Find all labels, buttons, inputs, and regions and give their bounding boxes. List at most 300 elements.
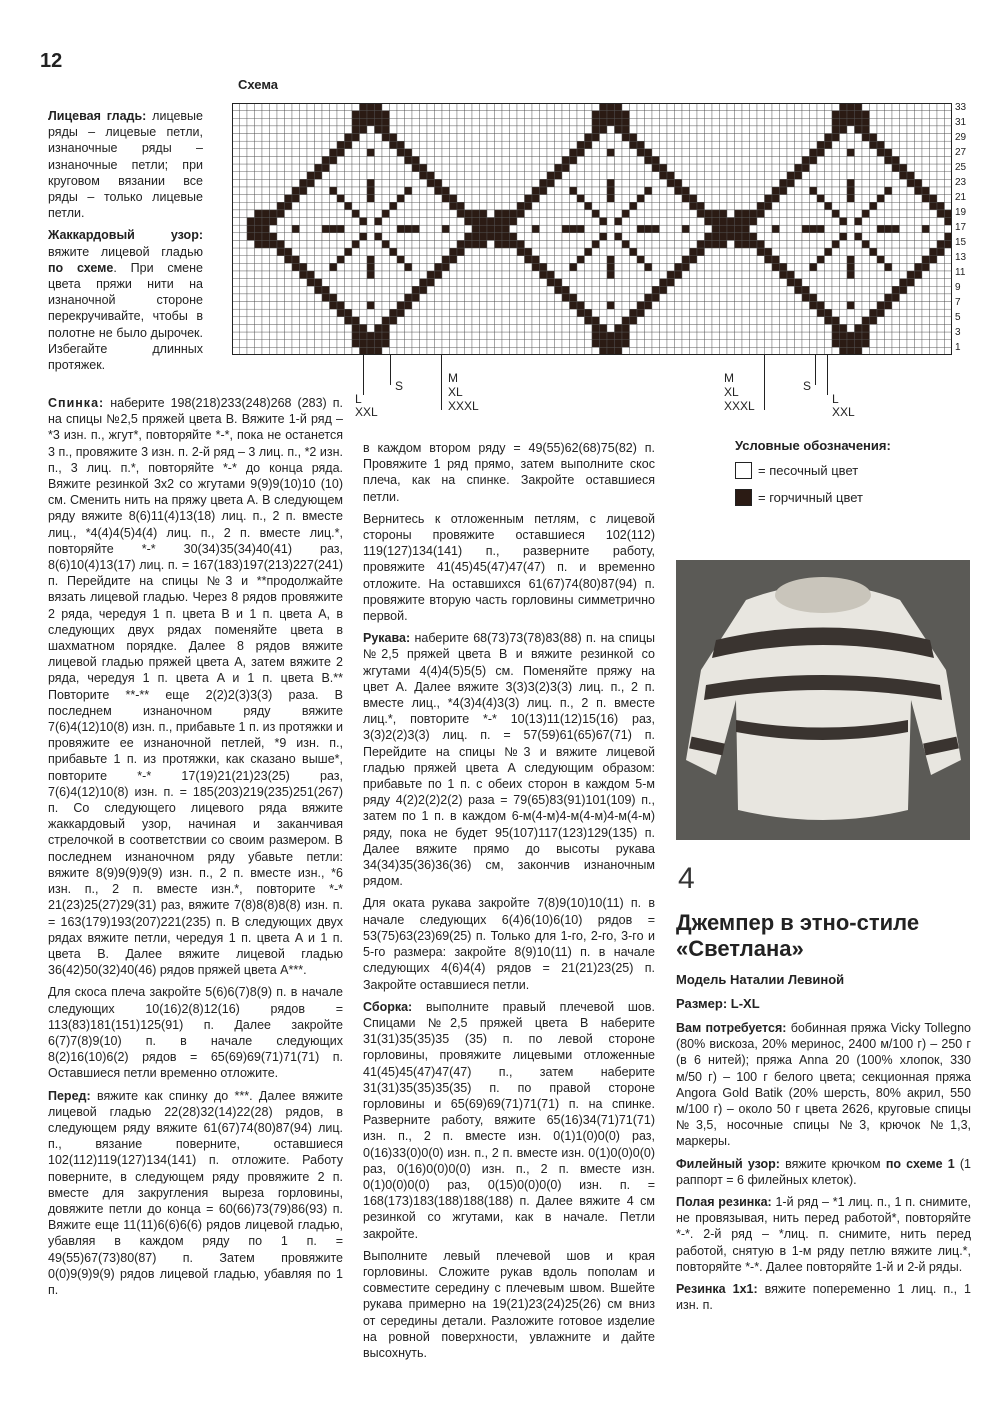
- chart-cell-sand: [555, 134, 563, 142]
- chart-cell-sand: [810, 340, 818, 348]
- chart-cell-sand: [675, 317, 683, 325]
- chart-cell-sand: [750, 202, 758, 210]
- chart-cell-sand: [922, 324, 930, 332]
- chart-cell-mustard: [825, 141, 833, 149]
- chart-cell-sand: [525, 302, 533, 310]
- chart-cell-sand: [795, 179, 803, 187]
- chart-cell-sand: [705, 294, 713, 302]
- chart-cell-sand: [315, 210, 323, 218]
- chart-cell-sand: [622, 233, 630, 241]
- chart-cell-sand: [525, 324, 533, 332]
- chart-cell-sand: [487, 134, 495, 142]
- chart-cell-sand: [457, 302, 465, 310]
- chart-cell-sand: [315, 240, 323, 248]
- chart-cell-sand: [510, 340, 518, 348]
- chart-cell-mustard: [877, 309, 885, 317]
- chart-cell-sand: [517, 141, 525, 149]
- chart-cell-sand: [682, 202, 690, 210]
- chart-cell-sand: [525, 134, 533, 142]
- chart-cell-sand: [502, 324, 510, 332]
- chart-cell-sand: [390, 279, 398, 287]
- chart-cell-sand: [457, 172, 465, 180]
- chart-cell-mustard: [375, 233, 383, 241]
- chart-cell-sand: [300, 324, 308, 332]
- chart-cell-sand: [525, 309, 533, 317]
- chart-cell-sand: [277, 332, 285, 340]
- chart-cell-sand: [585, 347, 593, 355]
- chart-cell-mustard: [247, 218, 255, 226]
- chart-cell-sand: [450, 218, 458, 226]
- chart-cell-sand: [532, 103, 540, 111]
- chart-cell-sand: [817, 240, 825, 248]
- chart-cell-sand: [885, 332, 893, 340]
- chart-cell-mustard: [255, 218, 263, 226]
- chart-cell-sand: [772, 332, 780, 340]
- chart-cell-mustard: [840, 103, 848, 111]
- chart-cell-sand: [652, 111, 660, 119]
- chart-cell-sand: [802, 126, 810, 134]
- chart-cell-sand: [240, 134, 248, 142]
- chart-cell-sand: [502, 134, 510, 142]
- chart-cell-sand: [705, 187, 713, 195]
- chart-cell-sand: [255, 179, 263, 187]
- chart-cell-mustard: [877, 225, 885, 233]
- chart-cell-sand: [652, 347, 660, 355]
- chart-cell-sand: [622, 271, 630, 279]
- chart-cell-mustard: [780, 271, 788, 279]
- chart-cell-mustard: [457, 248, 465, 256]
- chart-cell-mustard: [892, 225, 900, 233]
- chart-cell-mustard: [840, 347, 848, 355]
- chart-cell-sand: [825, 340, 833, 348]
- chart-cell-sand: [847, 225, 855, 233]
- chart-cell-sand: [742, 187, 750, 195]
- chart-cell-sand: [855, 271, 863, 279]
- chart-cell-sand: [232, 141, 240, 149]
- chart-cell-sand: [847, 141, 855, 149]
- chart-cell-sand: [240, 179, 248, 187]
- chart-cell-sand: [585, 187, 593, 195]
- chart-cell-sand: [735, 286, 743, 294]
- chart-cell-sand: [742, 271, 750, 279]
- chart-cell-sand: [697, 195, 705, 203]
- chart-cell-sand: [667, 317, 675, 325]
- chart-cell-mustard: [937, 240, 945, 248]
- chart-cell-sand: [675, 126, 683, 134]
- chart-cell-sand: [390, 233, 398, 241]
- chart-cell-sand: [802, 302, 810, 310]
- chart-cell-sand: [937, 103, 945, 111]
- chart-cell-sand: [787, 256, 795, 264]
- chart-cell-sand: [562, 202, 570, 210]
- chart-cell-sand: [585, 118, 593, 126]
- chart-cell-sand: [435, 347, 443, 355]
- chart-cell-sand: [465, 195, 473, 203]
- chart-cell-sand: [735, 172, 743, 180]
- chart-cell-sand: [862, 202, 870, 210]
- chart-cell-mustard: [600, 118, 608, 126]
- chart-cell-sand: [480, 103, 488, 111]
- chart-cell-sand: [270, 302, 278, 310]
- chart-cell-mustard: [450, 195, 458, 203]
- chart-cell-sand: [900, 149, 908, 157]
- chart-cell-sand: [787, 195, 795, 203]
- chart-cell-sand: [382, 271, 390, 279]
- chart-cell-sand: [540, 317, 548, 325]
- chart-cell-mustard: [607, 103, 615, 111]
- chart-cell-sand: [750, 279, 758, 287]
- chart-cell-sand: [487, 103, 495, 111]
- chart-cell-sand: [802, 347, 810, 355]
- chart-cell-sand: [720, 340, 728, 348]
- chart-cell-sand: [870, 225, 878, 233]
- chart-cell-sand: [322, 195, 330, 203]
- chart-cell-mustard: [817, 309, 825, 317]
- chart-cell-sand: [397, 172, 405, 180]
- chart-cell-sand: [442, 294, 450, 302]
- chart-cell-sand: [697, 233, 705, 241]
- chart-cell-sand: [442, 302, 450, 310]
- chart-cell-sand: [562, 118, 570, 126]
- chart-cell-sand: [450, 324, 458, 332]
- chart-cell-mustard: [675, 263, 683, 271]
- chart-cell-sand: [240, 286, 248, 294]
- chart-cell-sand: [427, 309, 435, 317]
- chart-cell-mustard: [885, 263, 893, 271]
- chart-cell-sand: [487, 347, 495, 355]
- chart-cell-sand: [487, 126, 495, 134]
- chart-cell-sand: [360, 187, 368, 195]
- chart-cell-sand: [232, 195, 240, 203]
- chart-cell-sand: [465, 263, 473, 271]
- chart-cell-sand: [915, 126, 923, 134]
- chart-cell-sand: [585, 126, 593, 134]
- chart-cell-sand: [922, 111, 930, 119]
- chart-cell-sand: [375, 271, 383, 279]
- chart-cell-sand: [255, 317, 263, 325]
- chart-cell-mustard: [577, 141, 585, 149]
- term: Спинка:: [48, 396, 105, 410]
- chart-cell-sand: [487, 294, 495, 302]
- chart-cell-sand: [645, 111, 653, 119]
- chart-cell-sand: [292, 118, 300, 126]
- chart-cell-sand: [667, 156, 675, 164]
- chart-cell-sand: [757, 195, 765, 203]
- chart-cell-mustard: [772, 195, 780, 203]
- chart-cell-sand: [780, 309, 788, 317]
- chart-cell-sand: [240, 317, 248, 325]
- chart-cell-sand: [480, 294, 488, 302]
- chart-cell-sand: [900, 179, 908, 187]
- chart-cell-sand: [495, 340, 503, 348]
- chart-cell-sand: [307, 195, 315, 203]
- chart-cell-sand: [487, 309, 495, 317]
- chart-cell-sand: [660, 324, 668, 332]
- chart-cell-sand: [810, 256, 818, 264]
- chart-cell-sand: [870, 240, 878, 248]
- chart-cell-sand: [832, 195, 840, 203]
- chart-cell-sand: [892, 195, 900, 203]
- chart-cell-mustard: [892, 156, 900, 164]
- chart-cell-sand: [465, 202, 473, 210]
- chart-cell-sand: [435, 340, 443, 348]
- chart-cell-sand: [735, 149, 743, 157]
- chart-cell-sand: [712, 279, 720, 287]
- chart-cell-sand: [682, 134, 690, 142]
- chart-cell-sand: [705, 164, 713, 172]
- chart-cell-sand: [232, 279, 240, 287]
- chart-cell-mustard: [390, 248, 398, 256]
- chart-cell-sand: [585, 210, 593, 218]
- chart-cell-sand: [360, 164, 368, 172]
- chart-cell-sand: [765, 317, 773, 325]
- chart-cell-sand: [667, 103, 675, 111]
- chart-cell-sand: [487, 263, 495, 271]
- chart-cell-sand: [780, 240, 788, 248]
- chart-cell-mustard: [247, 233, 255, 241]
- chart-cell-sand: [540, 286, 548, 294]
- chart-cell-sand: [435, 324, 443, 332]
- chart-cell-sand: [232, 218, 240, 226]
- chart-cell-sand: [352, 279, 360, 287]
- chart-cell-sand: [262, 256, 270, 264]
- chart-cell-sand: [322, 134, 330, 142]
- chart-cell-sand: [255, 149, 263, 157]
- chart-cell-sand: [420, 225, 428, 233]
- chart-cell-mustard: [615, 332, 623, 340]
- chart-cell-mustard: [435, 271, 443, 279]
- chart-cell-sand: [690, 286, 698, 294]
- chart-cell-sand: [937, 141, 945, 149]
- chart-cell-sand: [307, 126, 315, 134]
- chart-cell-sand: [405, 340, 413, 348]
- chart-cell-sand: [555, 202, 563, 210]
- chart-cell-sand: [285, 149, 293, 157]
- chart-cell-sand: [277, 164, 285, 172]
- chart-cell-sand: [457, 271, 465, 279]
- chart-cell-sand: [345, 172, 353, 180]
- chart-cell-sand: [900, 340, 908, 348]
- chart-cell-sand: [240, 263, 248, 271]
- chart-cell-sand: [870, 294, 878, 302]
- chart-cell-sand: [802, 118, 810, 126]
- chart-cell-sand: [705, 332, 713, 340]
- chart-cell-sand: [412, 347, 420, 355]
- text: вяжите попеременно 1 лиц. п., 1 изн. п.: [676, 1282, 971, 1313]
- chart-cell-mustard: [840, 126, 848, 134]
- chart-cell-sand: [697, 111, 705, 119]
- chart-cell-sand: [337, 218, 345, 226]
- chart-cell-sand: [510, 347, 518, 355]
- chart-cell-sand: [870, 118, 878, 126]
- chart-cell-mustard: [645, 225, 653, 233]
- chart-cell-mustard: [247, 225, 255, 233]
- chart-cell-sand: [465, 286, 473, 294]
- chart-cell-sand: [720, 332, 728, 340]
- chart-cell-sand: [622, 141, 630, 149]
- chart-cell-sand: [757, 324, 765, 332]
- chart-cell-sand: [315, 233, 323, 241]
- row-number: 11: [955, 267, 966, 278]
- chart-cell-sand: [285, 210, 293, 218]
- chart-cell-sand: [922, 279, 930, 287]
- chart-cell-sand: [495, 195, 503, 203]
- chart-cell-sand: [840, 164, 848, 172]
- chart-cell-sand: [262, 103, 270, 111]
- chart-cell-mustard: [832, 210, 840, 218]
- chart-cell-sand: [757, 347, 765, 355]
- chart-cell-mustard: [607, 111, 615, 119]
- chart-cell-sand: [232, 225, 240, 233]
- chart-cell-mustard: [262, 240, 270, 248]
- chart-cell-sand: [892, 340, 900, 348]
- chart-cell-sand: [615, 271, 623, 279]
- chart-cell-sand: [675, 233, 683, 241]
- chart-cell-sand: [285, 134, 293, 142]
- chart-cell-sand: [765, 111, 773, 119]
- chart-cell-sand: [412, 248, 420, 256]
- chart-cell-sand: [555, 118, 563, 126]
- chart-cell-mustard: [502, 218, 510, 226]
- chart-cell-sand: [367, 248, 375, 256]
- chart-cell-sand: [795, 141, 803, 149]
- chart-cell-mustard: [817, 195, 825, 203]
- chart-cell-sand: [840, 256, 848, 264]
- chart-cell-sand: [630, 210, 638, 218]
- chart-cell-sand: [247, 317, 255, 325]
- chart-cell-sand: [397, 126, 405, 134]
- chart-cell-mustard: [855, 324, 863, 332]
- chart-cell-sand: [937, 134, 945, 142]
- chart-cell-sand: [690, 340, 698, 348]
- chart-cell-sand: [937, 149, 945, 157]
- chart-cell-sand: [337, 248, 345, 256]
- chart-cell-sand: [322, 263, 330, 271]
- chart-cell-sand: [420, 317, 428, 325]
- chart-cell-sand: [502, 111, 510, 119]
- chart-cell-sand: [637, 294, 645, 302]
- chart-cell-sand: [292, 302, 300, 310]
- chart-cell-sand: [750, 248, 758, 256]
- chart-cell-mustard: [352, 111, 360, 119]
- chart-cell-mustard: [847, 195, 855, 203]
- chart-cell-sand: [652, 126, 660, 134]
- chart-cell-sand: [652, 141, 660, 149]
- back-paragraph: [48, 395, 343, 978]
- chart-cell-sand: [247, 263, 255, 271]
- chart-cell-sand: [637, 210, 645, 218]
- chart-cell-sand: [690, 156, 698, 164]
- chart-cell-sand: [435, 294, 443, 302]
- chart-cell-sand: [592, 248, 600, 256]
- chart-cell-mustard: [390, 317, 398, 325]
- chart-cell-sand: [390, 187, 398, 195]
- chart-cell-sand: [487, 156, 495, 164]
- chart-cell-sand: [322, 340, 330, 348]
- chart-cell-sand: [382, 156, 390, 164]
- chart-cell-mustard: [570, 263, 578, 271]
- chart-cell-sand: [352, 103, 360, 111]
- chart-cell-sand: [465, 279, 473, 287]
- chart-cell-sand: [705, 111, 713, 119]
- chart-cell-sand: [270, 103, 278, 111]
- chart-cell-sand: [660, 195, 668, 203]
- chart-cell-sand: [307, 233, 315, 241]
- chart-cell-sand: [547, 317, 555, 325]
- chart-cell-mustard: [847, 149, 855, 157]
- chart-cell-sand: [937, 263, 945, 271]
- chart-cell-sand: [547, 263, 555, 271]
- chart-cell-sand: [442, 118, 450, 126]
- chart-cell-mustard: [525, 202, 533, 210]
- chart-cell-mustard: [735, 240, 743, 248]
- chart-cell-sand: [907, 218, 915, 226]
- chart-cell-mustard: [502, 233, 510, 241]
- chart-cell-mustard: [637, 302, 645, 310]
- chart-cell-sand: [420, 263, 428, 271]
- chart-cell-sand: [922, 240, 930, 248]
- chart-cell-sand: [667, 202, 675, 210]
- chart-cell-sand: [532, 202, 540, 210]
- chart-cell-sand: [930, 263, 938, 271]
- chart-cell-mustard: [742, 225, 750, 233]
- chart-cell-sand: [780, 210, 788, 218]
- chart-cell-sand: [412, 309, 420, 317]
- chart-cell-mustard: [367, 256, 375, 264]
- chart-cell-sand: [232, 271, 240, 279]
- chart-cell-sand: [855, 263, 863, 271]
- chart-cell-sand: [630, 218, 638, 226]
- chart-cell-sand: [645, 324, 653, 332]
- chart-cell-mustard: [607, 263, 615, 271]
- chart-cell-sand: [502, 187, 510, 195]
- chart-cell-sand: [292, 172, 300, 180]
- chart-cell-mustard: [840, 218, 848, 226]
- chart-cell-sand: [705, 340, 713, 348]
- chart-cell-sand: [412, 179, 420, 187]
- chart-cell-sand: [667, 111, 675, 119]
- chart-cell-mustard: [870, 309, 878, 317]
- chart-cell-sand: [285, 141, 293, 149]
- chart-cell-sand: [300, 156, 308, 164]
- chart-cell-sand: [255, 263, 263, 271]
- chart-cell-sand: [750, 256, 758, 264]
- chart-cell-mustard: [885, 225, 893, 233]
- chart-cell-sand: [862, 279, 870, 287]
- chart-cell-sand: [450, 225, 458, 233]
- chart-cell-sand: [900, 324, 908, 332]
- chart-cell-mustard: [697, 202, 705, 210]
- chart-cell-sand: [907, 309, 915, 317]
- chart-cell-sand: [517, 279, 525, 287]
- chart-cell-sand: [607, 286, 615, 294]
- chart-cell-sand: [322, 218, 330, 226]
- chart-cell-sand: [390, 332, 398, 340]
- chart-cell-sand: [450, 332, 458, 340]
- chart-cell-sand: [307, 225, 315, 233]
- chart-cell-sand: [277, 126, 285, 134]
- chart-cell-sand: [240, 248, 248, 256]
- chart-cell-sand: [262, 248, 270, 256]
- chart-cell-sand: [900, 248, 908, 256]
- chart-cell-sand: [622, 294, 630, 302]
- chart-cell-sand: [727, 141, 735, 149]
- chart-cell-sand: [630, 256, 638, 264]
- chart-cell-mustard: [622, 126, 630, 134]
- chart-cell-sand: [277, 187, 285, 195]
- chart-cell-sand: [367, 309, 375, 317]
- chart-cell-mustard: [915, 187, 923, 195]
